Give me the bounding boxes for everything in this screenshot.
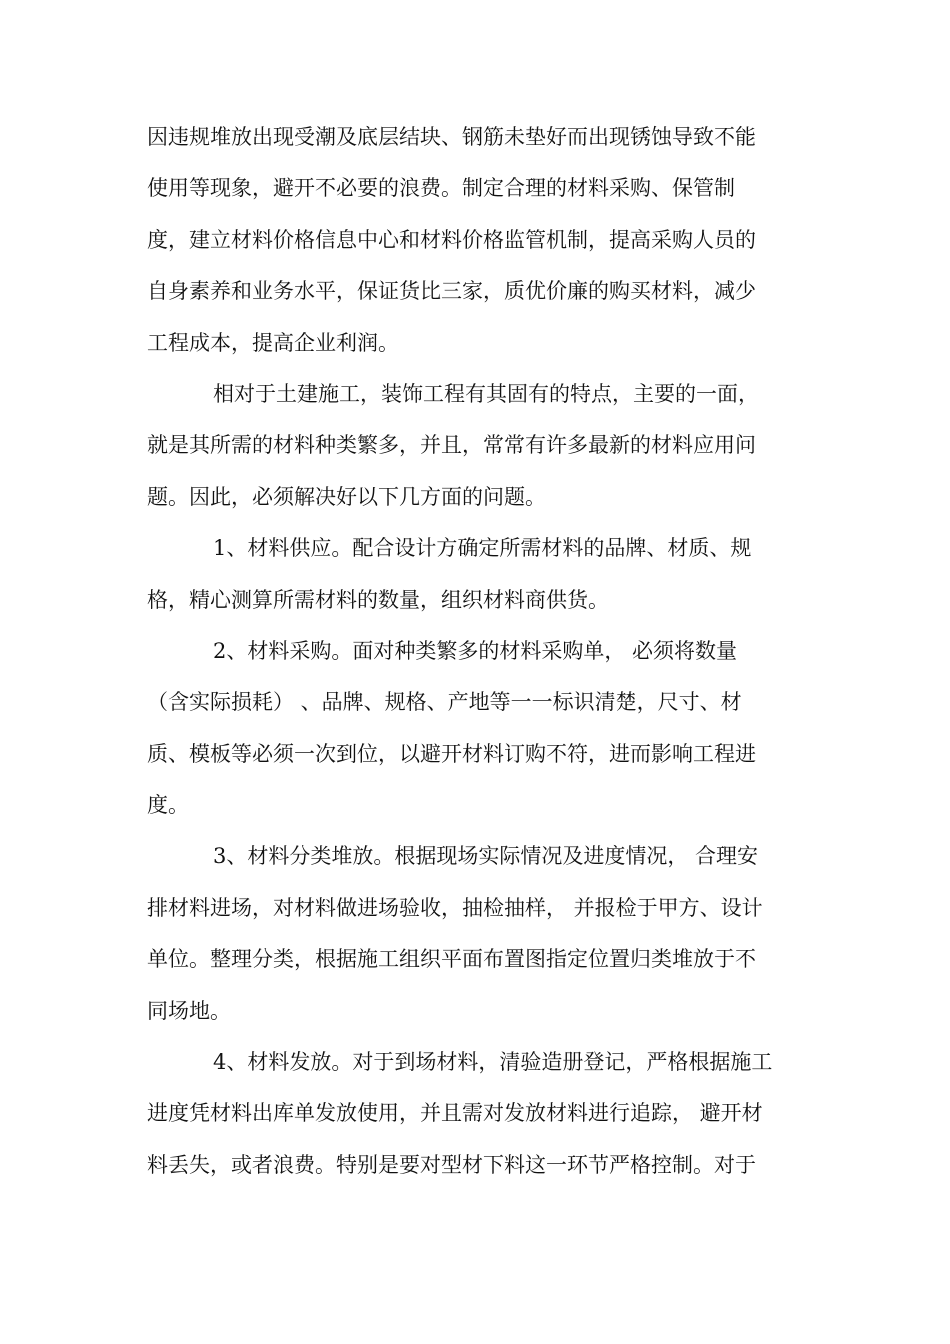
- body-text: [147, 112, 807, 1191]
- text-line: 使用等现象，避开不必要的浪费。制定合理的材料采购、保管制: [147, 176, 735, 201]
- text-line: 质、模板等必须一次到位，以避开材料订购不符，进而影响工程进: [147, 741, 756, 766]
- text-line: 1、材料供应。配合设计方确定所需材料的品牌、材质、规: [213, 536, 752, 561]
- text-line: 题。因此，必须解决好以下几方面的问题。: [147, 484, 546, 509]
- text-line: 度。: [147, 793, 189, 818]
- text-line: 4、材料发放。对于到场材料，清验造册登记，严格根据施工: [213, 1050, 773, 1075]
- text-line: 相对于土建施工，装饰工程有其固有的特点，主要的一面，: [213, 381, 759, 406]
- text-line: 单位。整理分类，根据施工组织平面布置图指定位置归类堆放于不: [147, 947, 756, 972]
- text-line: 同场地。: [147, 998, 231, 1023]
- text-line: 度，建立材料价格信息中心和材料价格监管机制，提高采购人员的: [147, 227, 756, 252]
- text-line: 3、材料分类堆放。根据现场实际情况及进度情况， 合理安: [213, 844, 759, 869]
- text-line: 格，精心测算所需材料的数量，组织材料商供货。: [147, 587, 609, 612]
- text-line: 2、材料采购。面对种类繁多的材料采购单， 必须将数量: [213, 638, 738, 663]
- text-line: 工程成本，提高企业利润。: [147, 330, 399, 355]
- text-line: 因违规堆放出现受潮及底层结块、钢筋未垫好而出现锈蚀导致不能: [147, 125, 756, 149]
- text-line: 料丢失，或者浪费。特别是要对型材下料这一环节严格控制。对于: [147, 1152, 756, 1177]
- text-line: 自身素养和业务水平，保证货比三家，质优价廉的购买材料，减少: [147, 279, 756, 304]
- text-line: 排材料进场，对材料做进场验收，抽检抽样， 并报检于甲方、设计: [147, 895, 763, 920]
- text-line: （含实际损耗） 、品牌、规格、产地等一一标识清楚，尺寸、材: [147, 690, 742, 715]
- text-line: 进度凭材料出库单发放使用，并且需对发放材料进行追踪， 避开材: [147, 1101, 763, 1126]
- text-line: 就是其所需的材料种类繁多，并且，常常有许多最新的材料应用问: [147, 433, 756, 458]
